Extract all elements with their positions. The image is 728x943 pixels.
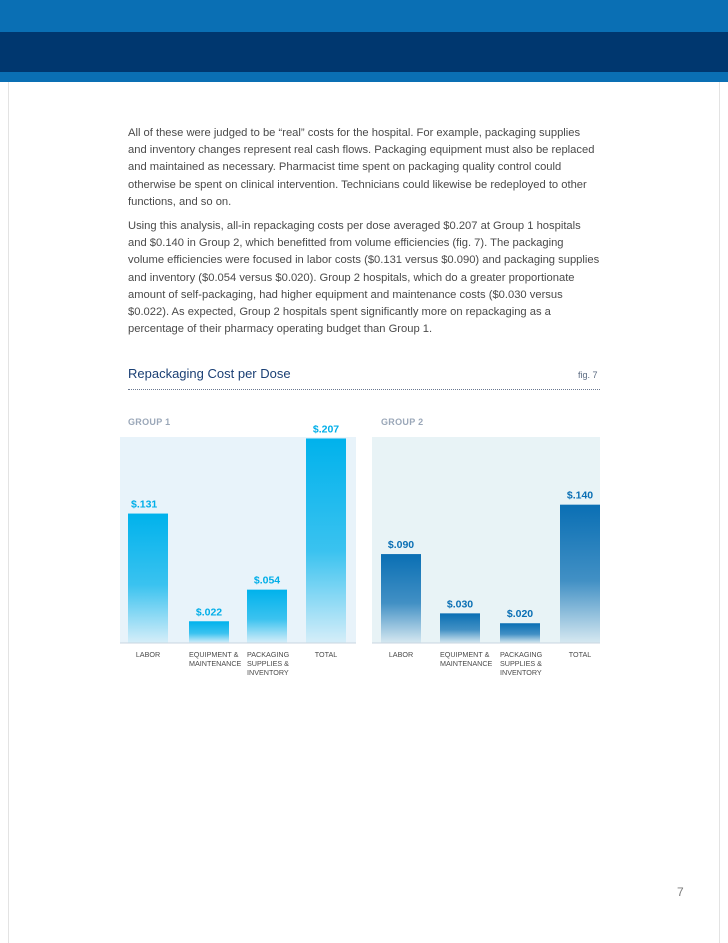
paragraph-text: All of these were judged to be “real” costs for the hospital. For example, packaging supplies and inventory changes represent real cash flows. Packaging equipment must also be replaced and maintained as necessary. Pharmacist time spent on packaging quality control could otherwise be spent on clinical intervention. Technicians could likewise be redeployed to other functions, and so on. <box>128 127 595 208</box>
value-label: $.140 <box>566 489 594 502</box>
bar-group1-3 <box>306 438 346 643</box>
value-label: $.090 <box>387 539 415 552</box>
figure-label: fig. 7 <box>578 370 598 380</box>
category-label: LABOR <box>135 650 161 659</box>
category-label: TOTAL <box>568 650 592 659</box>
bar-group2-2 <box>500 623 540 643</box>
value-label: $.054 <box>253 574 281 587</box>
bar-group1-0 <box>128 514 168 643</box>
page-number: 7 <box>677 885 684 899</box>
category-label: PACKAGING SUPPLIES & INVENTORY <box>247 650 290 677</box>
paragraph-text: Using this analysis, all-in repackaging costs per dose averaged $0.207 at Group 1 hospitals and $0.140 in Group 2, which benefitted from volume efficiencies (fig. 7). The packaging volume efficiencies were focused in labor costs ($0.131 versus $0.090) and packaging supplies and inventory ($0.054 versus $0.020). Group 2 hospitals, which do a greater proportionate amount of self-packaging, had higher equipment and maintenance costs ($0.030 versus $0.022). As expected, Group 2 hospitals spent significantly more on repackaging as a percentage of their pharmacy operating budget than Group 1. <box>128 220 600 336</box>
bar-group2-1 <box>440 613 480 643</box>
category-label: EQUIPMENT & MAINTENANCE <box>440 650 493 668</box>
value-label: $.131 <box>131 498 158 511</box>
chart-title: Repackaging Cost per Dose <box>128 366 291 381</box>
category-label: LABOR <box>388 650 414 659</box>
bar-group1-1 <box>189 621 229 643</box>
group-2-label: GROUP 2 <box>381 417 424 427</box>
category-label: EQUIPMENT & MAINTENANCE <box>189 650 242 668</box>
value-label: $.207 <box>312 423 340 436</box>
bar-group1-2 <box>247 590 287 643</box>
bar-group2-0 <box>381 554 421 643</box>
category-label: TOTAL <box>314 650 338 659</box>
group-1-label: GROUP 1 <box>128 417 171 427</box>
value-label: $.020 <box>506 608 534 621</box>
category-label: PACKAGING SUPPLIES & INVENTORY <box>500 650 543 677</box>
value-label: $.022 <box>195 606 223 619</box>
value-label: $.030 <box>446 598 474 611</box>
bar-group2-3 <box>560 505 600 643</box>
